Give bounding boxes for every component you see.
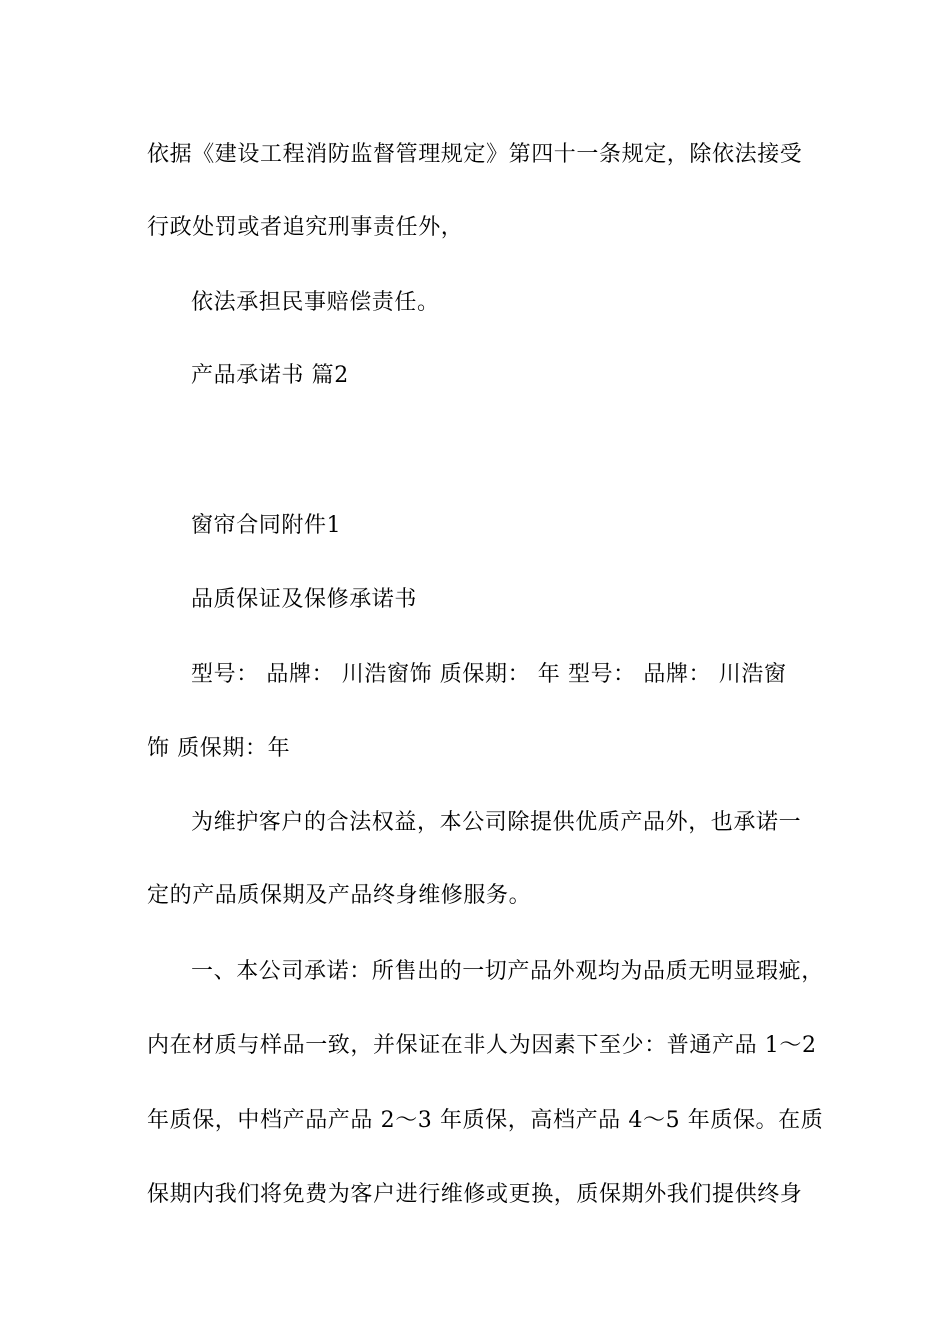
paragraph-line: 定的产品质保期及产品终身维修服务。 [147,883,532,908]
paragraph-line: 内在材质与样品一致，并保证在非人为因素下至少：普通产品 1～2 [147,1033,817,1058]
paragraph-line: 依据《建设工程消防监督管理规定》第四十一条规定，除依法接受 [147,142,803,167]
paragraph-line: 一、本公司承诺：所售出的一切产品外观均为品质无明显瑕疵， [191,959,824,984]
product-info-line: 饰 质保期：年 [147,736,291,761]
paragraph-line: 依法承担民事赔偿责任。 [191,290,440,315]
document-title: 品质保证及保修承诺书 [191,587,418,612]
paragraph-line: 年质保，中档产品产品 2～3 年质保，高档产品 4～5 年质保。在质 [147,1108,824,1133]
paragraph-line: 行政处罚或者追究刑事责任外， [147,215,464,240]
attachment-title: 窗帘合同附件1 [191,513,342,538]
product-info-line: 型号： 品牌： 川浩窗饰 质保期： 年 型号： 品牌： 川浩窗 [191,662,787,687]
section-heading: 产品承诺书 篇2 [191,363,349,388]
paragraph-line: 保期内我们将免费为客户进行维修或更换，质保期外我们提供终身 [147,1182,803,1207]
paragraph-line: 为维护客户的合法权益，本公司除提供优质产品外，也承诺一 [191,810,802,835]
